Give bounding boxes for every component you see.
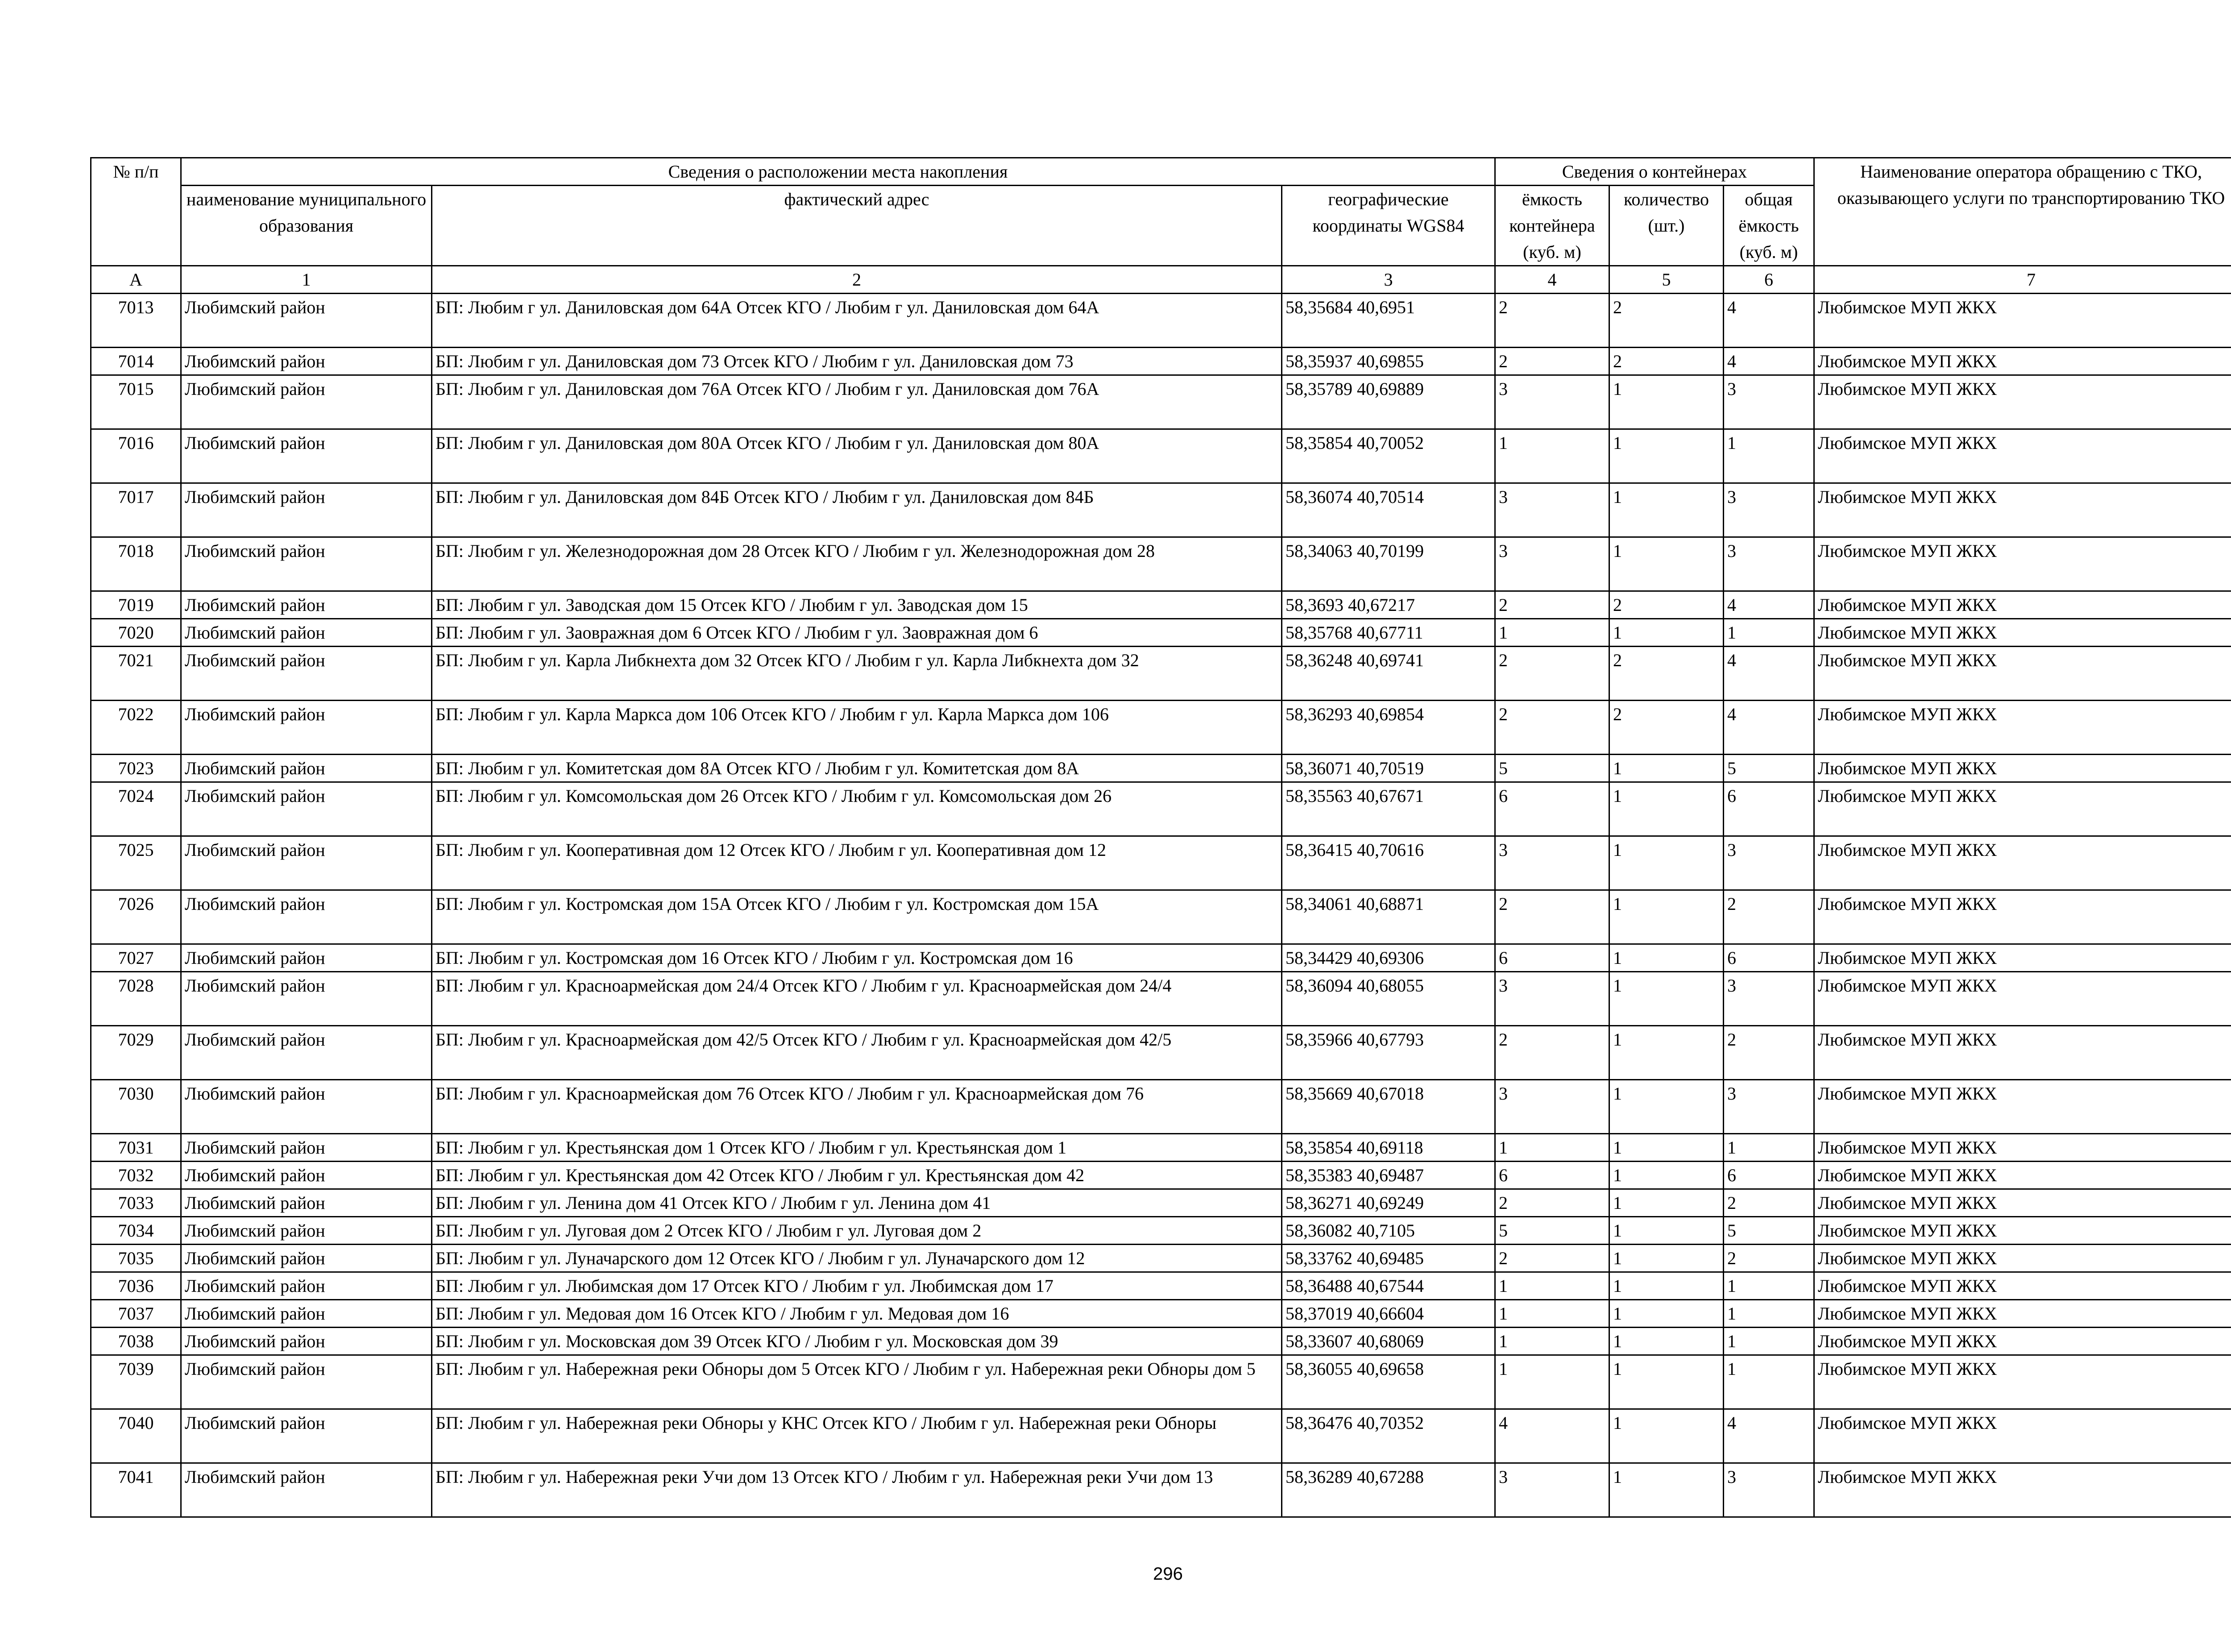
capacity-cell: 2 xyxy=(1495,890,1609,944)
count-cell: 1 xyxy=(1609,1463,1724,1517)
registry-sheet xyxy=(90,157,2231,1518)
count-cell: 1 xyxy=(1609,1162,1724,1189)
count-cell: 2 xyxy=(1609,647,1724,701)
row-number: 7020 xyxy=(91,619,181,647)
header-address: фактический адрес xyxy=(432,186,1282,266)
count-cell: 1 xyxy=(1609,483,1724,537)
municipality-cell: Любимский район xyxy=(181,1080,432,1134)
capacity-cell: 2 xyxy=(1495,348,1609,375)
row-number: 7038 xyxy=(91,1328,181,1355)
capacity-cell: 6 xyxy=(1495,944,1609,972)
coords-cell: 58,33762 40,69485 xyxy=(1282,1245,1495,1272)
coords-cell: 58,36476 40,70352 xyxy=(1282,1409,1495,1463)
header-municipality: наименование муниципального образования xyxy=(181,186,432,266)
address-cell: БП: Любим г ул. Ленина дом 41 Отсек КГО / Любим г ул. Ленина дом 41 xyxy=(432,1189,1282,1217)
municipality-cell: Любимский район xyxy=(181,294,432,348)
capacity-cell: 1 xyxy=(1495,1300,1609,1328)
capacity-cell: 2 xyxy=(1495,1189,1609,1217)
count-cell: 1 xyxy=(1609,619,1724,647)
row-number: 7034 xyxy=(91,1217,181,1245)
address-cell: БП: Любим г ул. Крестьянская дом 1 Отсек КГО / Любим г ул. Крестьянская дом 1 xyxy=(432,1134,1282,1162)
count-cell: 2 xyxy=(1609,294,1724,348)
municipality-cell: Любимский район xyxy=(181,1300,432,1328)
count-cell: 1 xyxy=(1609,890,1724,944)
row-number: 7040 xyxy=(91,1409,181,1463)
address-cell: БП: Любим г ул. Набережная реки Обноры дом 5 Отсек КГО / Любим г ул. Набережная реки Обноры дом 5 xyxy=(432,1355,1282,1409)
table-row xyxy=(91,890,2231,944)
operator-cell: Любимское МУП ЖКХ xyxy=(1814,619,2231,647)
count-cell: 1 xyxy=(1609,972,1724,1026)
municipality-cell: Любимский район xyxy=(181,782,432,836)
table-row xyxy=(91,591,2231,619)
row-number: 7013 xyxy=(91,294,181,348)
total-cell: 1 xyxy=(1724,1355,1814,1409)
address-cell: БП: Любим г ул. Даниловская дом 64А Отсек КГО / Любим г ул. Даниловская дом 64А xyxy=(432,294,1282,348)
capacity-cell: 6 xyxy=(1495,1162,1609,1189)
table-row xyxy=(91,483,2231,537)
capacity-cell: 1 xyxy=(1495,1328,1609,1355)
operator-cell: Любимское МУП ЖКХ xyxy=(1814,647,2231,701)
table-row xyxy=(91,537,2231,591)
table-row xyxy=(91,1134,2231,1162)
capacity-cell: 2 xyxy=(1495,647,1609,701)
count-cell: 1 xyxy=(1609,1217,1724,1245)
table-row xyxy=(91,1080,2231,1134)
operator-cell: Любимское МУП ЖКХ xyxy=(1814,755,2231,782)
municipality-cell: Любимский район xyxy=(181,429,432,483)
address-cell: БП: Любим г ул. Карла Маркса дом 106 Отсек КГО / Любим г ул. Карла Маркса дом 106 xyxy=(432,701,1282,755)
table-row xyxy=(91,1328,2231,1355)
row-number: 7035 xyxy=(91,1245,181,1272)
address-cell: БП: Любим г ул. Даниловская дом 73 Отсек КГО / Любим г ул. Даниловская дом 73 xyxy=(432,348,1282,375)
row-number: 7025 xyxy=(91,836,181,890)
count-cell: 1 xyxy=(1609,755,1724,782)
address-cell: БП: Любим г ул. Даниловская дом 80А Отсек КГО / Любим г ул. Даниловская дом 80А xyxy=(432,429,1282,483)
table-row xyxy=(91,944,2231,972)
table-row xyxy=(91,429,2231,483)
operator-cell: Любимское МУП ЖКХ xyxy=(1814,537,2231,591)
table-row xyxy=(91,1217,2231,1245)
table-row xyxy=(91,1026,2231,1080)
operator-cell: Любимское МУП ЖКХ xyxy=(1814,1189,2231,1217)
operator-cell: Любимское МУП ЖКХ xyxy=(1814,294,2231,348)
total-cell: 1 xyxy=(1724,619,1814,647)
table-row xyxy=(91,1272,2231,1300)
address-cell: БП: Любим г ул. Набережная реки Учи дом 13 Отсек КГО / Любим г ул. Набережная реки Учи дом 13 xyxy=(432,1463,1282,1517)
address-cell: БП: Любим г ул. Заводская дом 15 Отсек КГО / Любим г ул. Заводская дом 15 xyxy=(432,591,1282,619)
capacity-cell: 4 xyxy=(1495,1409,1609,1463)
capacity-cell: 1 xyxy=(1495,1355,1609,1409)
count-cell: 1 xyxy=(1609,1189,1724,1217)
column-index: А xyxy=(91,266,181,294)
table-row xyxy=(91,1463,2231,1517)
operator-cell: Любимское МУП ЖКХ xyxy=(1814,701,2231,755)
row-number: 7017 xyxy=(91,483,181,537)
total-cell: 6 xyxy=(1724,944,1814,972)
operator-cell: Любимское МУП ЖКХ xyxy=(1814,429,2231,483)
count-cell: 2 xyxy=(1609,348,1724,375)
coords-cell: 58,34063 40,70199 xyxy=(1282,537,1495,591)
capacity-cell: 3 xyxy=(1495,836,1609,890)
row-number: 7032 xyxy=(91,1162,181,1189)
address-cell: БП: Любим г ул. Железнодорожная дом 28 Отсек КГО / Любим г ул. Железнодорожная дом 28 xyxy=(432,537,1282,591)
municipality-cell: Любимский район xyxy=(181,619,432,647)
capacity-cell: 1 xyxy=(1495,1134,1609,1162)
address-cell: БП: Любим г ул. Любимская дом 17 Отсек КГО / Любим г ул. Любимская дом 17 xyxy=(432,1272,1282,1300)
capacity-cell: 3 xyxy=(1495,483,1609,537)
operator-cell: Любимское МУП ЖКХ xyxy=(1814,1026,2231,1080)
municipality-cell: Любимский район xyxy=(181,1245,432,1272)
total-cell: 2 xyxy=(1724,890,1814,944)
coords-cell: 58,36248 40,69741 xyxy=(1282,647,1495,701)
count-cell: 2 xyxy=(1609,701,1724,755)
capacity-cell: 2 xyxy=(1495,1245,1609,1272)
coords-cell: 58,36415 40,70616 xyxy=(1282,836,1495,890)
table-row xyxy=(91,1245,2231,1272)
table-row xyxy=(91,1189,2231,1217)
capacity-cell: 3 xyxy=(1495,972,1609,1026)
capacity-cell: 1 xyxy=(1495,619,1609,647)
capacity-cell: 2 xyxy=(1495,294,1609,348)
coords-cell: 58,37019 40,66604 xyxy=(1282,1300,1495,1328)
total-cell: 4 xyxy=(1724,701,1814,755)
address-cell: БП: Любим г ул. Кооперативная дом 12 Отсек КГО / Любим г ул. Кооперативная дом 12 xyxy=(432,836,1282,890)
column-index: 6 xyxy=(1724,266,1814,294)
table-row xyxy=(91,972,2231,1026)
coords-cell: 58,35854 40,70052 xyxy=(1282,429,1495,483)
count-cell: 1 xyxy=(1609,944,1724,972)
address-cell: БП: Любим г ул. Заовражная дом 6 Отсек КГО / Любим г ул. Заовражная дом 6 xyxy=(432,619,1282,647)
row-number: 7014 xyxy=(91,348,181,375)
total-cell: 2 xyxy=(1724,1245,1814,1272)
capacity-cell: 3 xyxy=(1495,1080,1609,1134)
coords-cell: 58,35789 40,69889 xyxy=(1282,375,1495,429)
operator-cell: Любимское МУП ЖКХ xyxy=(1814,1080,2231,1134)
operator-cell: Любимское МУП ЖКХ xyxy=(1814,348,2231,375)
capacity-cell: 6 xyxy=(1495,782,1609,836)
municipality-cell: Любимский район xyxy=(181,701,432,755)
coords-cell: 58,36055 40,69658 xyxy=(1282,1355,1495,1409)
municipality-cell: Любимский район xyxy=(181,375,432,429)
table-row xyxy=(91,755,2231,782)
row-number: 7039 xyxy=(91,1355,181,1409)
table-row xyxy=(91,1355,2231,1409)
column-index-row xyxy=(91,266,2231,294)
operator-cell: Любимское МУП ЖКХ xyxy=(1814,1134,2231,1162)
coords-cell: 58,35966 40,67793 xyxy=(1282,1026,1495,1080)
column-index: 2 xyxy=(432,266,1282,294)
total-cell: 3 xyxy=(1724,972,1814,1026)
row-number: 7016 xyxy=(91,429,181,483)
page-number: 296 xyxy=(1153,1564,1183,1584)
table-row xyxy=(91,647,2231,701)
address-cell: БП: Любим г ул. Карла Либкнехта дом 32 Отсек КГО / Любим г ул. Карла Либкнехта дом 32 xyxy=(432,647,1282,701)
municipality-cell: Любимский район xyxy=(181,1162,432,1189)
capacity-cell: 1 xyxy=(1495,1272,1609,1300)
table-row xyxy=(91,701,2231,755)
total-cell: 3 xyxy=(1724,537,1814,591)
municipality-cell: Любимский район xyxy=(181,944,432,972)
municipality-cell: Любимский район xyxy=(181,1189,432,1217)
header-operator: Наименование оператора обращению с ТКО, оказывающего услуги по транспортированию ТКО xyxy=(1814,158,2231,266)
capacity-cell: 3 xyxy=(1495,1463,1609,1517)
total-cell: 4 xyxy=(1724,1409,1814,1463)
capacity-cell: 5 xyxy=(1495,755,1609,782)
address-cell: БП: Любим г ул. Даниловская дом 76А Отсек КГО / Любим г ул. Даниловская дом 76А xyxy=(432,375,1282,429)
address-cell: БП: Любим г ул. Медовая дом 16 Отсек КГО / Любим г ул. Медовая дом 16 xyxy=(432,1300,1282,1328)
total-cell: 3 xyxy=(1724,836,1814,890)
capacity-cell: 5 xyxy=(1495,1217,1609,1245)
capacity-cell: 2 xyxy=(1495,1026,1609,1080)
address-cell: БП: Любим г ул. Красноармейская дом 42/5 Отсек КГО / Любим г ул. Красноармейская дом 42/5 xyxy=(432,1026,1282,1080)
coords-cell: 58,35383 40,69487 xyxy=(1282,1162,1495,1189)
operator-cell: Любимское МУП ЖКХ xyxy=(1814,483,2231,537)
operator-cell: Любимское МУП ЖКХ xyxy=(1814,890,2231,944)
municipality-cell: Любимский район xyxy=(181,1463,432,1517)
municipality-cell: Любимский район xyxy=(181,836,432,890)
total-cell: 1 xyxy=(1724,1134,1814,1162)
count-cell: 1 xyxy=(1609,1409,1724,1463)
table-row xyxy=(91,1162,2231,1189)
operator-cell: Любимское МУП ЖКХ xyxy=(1814,1300,2231,1328)
capacity-cell: 3 xyxy=(1495,537,1609,591)
row-number: 7037 xyxy=(91,1300,181,1328)
total-cell: 6 xyxy=(1724,1162,1814,1189)
count-cell: 1 xyxy=(1609,1300,1724,1328)
municipality-cell: Любимский район xyxy=(181,1026,432,1080)
row-number: 7030 xyxy=(91,1080,181,1134)
header-row-top xyxy=(91,158,2231,186)
row-number: 7018 xyxy=(91,537,181,591)
count-cell: 1 xyxy=(1609,1245,1724,1272)
table-row xyxy=(91,348,2231,375)
municipality-cell: Любимский район xyxy=(181,755,432,782)
operator-cell: Любимское МУП ЖКХ xyxy=(1814,591,2231,619)
coords-cell: 58,35937 40,69855 xyxy=(1282,348,1495,375)
total-cell: 1 xyxy=(1724,1328,1814,1355)
count-cell: 1 xyxy=(1609,1328,1724,1355)
address-cell: БП: Любим г ул. Луговая дом 2 Отсек КГО / Любим г ул. Луговая дом 2 xyxy=(432,1217,1282,1245)
coords-cell: 58,3693 40,67217 xyxy=(1282,591,1495,619)
address-cell: БП: Любим г ул. Набережная реки Обноры у КНС Отсек КГО / Любим г ул. Набережная реки Обноры xyxy=(432,1409,1282,1463)
total-cell: 3 xyxy=(1724,1080,1814,1134)
operator-cell: Любимское МУП ЖКХ xyxy=(1814,782,2231,836)
total-cell: 4 xyxy=(1724,647,1814,701)
total-cell: 4 xyxy=(1724,294,1814,348)
operator-cell: Любимское МУП ЖКХ xyxy=(1814,944,2231,972)
total-cell: 5 xyxy=(1724,755,1814,782)
column-index: 5 xyxy=(1609,266,1724,294)
address-cell: БП: Любим г ул. Костромская дом 15А Отсек КГО / Любим г ул. Костромская дом 15А xyxy=(432,890,1282,944)
count-cell: 1 xyxy=(1609,1355,1724,1409)
municipality-cell: Любимский район xyxy=(181,537,432,591)
coords-cell: 58,35768 40,67711 xyxy=(1282,619,1495,647)
coords-cell: 58,33607 40,68069 xyxy=(1282,1328,1495,1355)
row-number: 7027 xyxy=(91,944,181,972)
total-cell: 6 xyxy=(1724,782,1814,836)
count-cell: 1 xyxy=(1609,1026,1724,1080)
coords-cell: 58,34429 40,69306 xyxy=(1282,944,1495,972)
municipality-cell: Любимский район xyxy=(181,591,432,619)
count-cell: 1 xyxy=(1609,782,1724,836)
capacity-cell: 2 xyxy=(1495,591,1609,619)
registry-table xyxy=(90,157,2231,1518)
capacity-cell: 3 xyxy=(1495,375,1609,429)
column-index: 4 xyxy=(1495,266,1609,294)
coords-cell: 58,36082 40,7105 xyxy=(1282,1217,1495,1245)
header-total: общая ёмкость (куб. м) xyxy=(1724,186,1814,266)
count-cell: 1 xyxy=(1609,836,1724,890)
capacity-cell: 1 xyxy=(1495,429,1609,483)
total-cell: 1 xyxy=(1724,1272,1814,1300)
municipality-cell: Любимский район xyxy=(181,348,432,375)
count-cell: 1 xyxy=(1609,537,1724,591)
coords-cell: 58,36074 40,70514 xyxy=(1282,483,1495,537)
total-cell: 4 xyxy=(1724,591,1814,619)
coords-cell: 58,36488 40,67544 xyxy=(1282,1272,1495,1300)
table-row xyxy=(91,782,2231,836)
row-number: 7019 xyxy=(91,591,181,619)
coords-cell: 58,36293 40,69854 xyxy=(1282,701,1495,755)
coords-cell: 58,35854 40,69118 xyxy=(1282,1134,1495,1162)
total-cell: 3 xyxy=(1724,1463,1814,1517)
operator-cell: Любимское МУП ЖКХ xyxy=(1814,1328,2231,1355)
municipality-cell: Любимский район xyxy=(181,1134,432,1162)
operator-cell: Любимское МУП ЖКХ xyxy=(1814,972,2231,1026)
count-cell: 1 xyxy=(1609,429,1724,483)
header-coords: географические координаты WGS84 xyxy=(1282,186,1495,266)
address-cell: БП: Любим г ул. Комитетская дом 8А Отсек КГО / Любим г ул. Комитетская дом 8А xyxy=(432,755,1282,782)
row-number: 7033 xyxy=(91,1189,181,1217)
address-cell: БП: Любим г ул. Луначарского дом 12 Отсек КГО / Любим г ул. Луначарского дом 12 xyxy=(432,1245,1282,1272)
address-cell: БП: Любим г ул. Комсомольская дом 26 Отсек КГО / Любим г ул. Комсомольская дом 26 xyxy=(432,782,1282,836)
operator-cell: Любимское МУП ЖКХ xyxy=(1814,1217,2231,1245)
header-count: количество (шт.) xyxy=(1609,186,1724,266)
coords-cell: 58,36071 40,70519 xyxy=(1282,755,1495,782)
table-row xyxy=(91,619,2231,647)
operator-cell: Любимское МУП ЖКХ xyxy=(1814,1245,2231,1272)
total-cell: 2 xyxy=(1724,1026,1814,1080)
municipality-cell: Любимский район xyxy=(181,1328,432,1355)
coords-cell: 58,36094 40,68055 xyxy=(1282,972,1495,1026)
table-row xyxy=(91,294,2231,348)
row-number: 7028 xyxy=(91,972,181,1026)
header-location-group: Сведения о расположении места накопления xyxy=(181,158,1495,186)
coords-cell: 58,34061 40,68871 xyxy=(1282,890,1495,944)
total-cell: 1 xyxy=(1724,429,1814,483)
count-cell: 1 xyxy=(1609,1134,1724,1162)
municipality-cell: Любимский район xyxy=(181,1355,432,1409)
total-cell: 3 xyxy=(1724,483,1814,537)
coords-cell: 58,36289 40,67288 xyxy=(1282,1463,1495,1517)
capacity-cell: 2 xyxy=(1495,701,1609,755)
table-row xyxy=(91,836,2231,890)
municipality-cell: Любимский район xyxy=(181,972,432,1026)
municipality-cell: Любимский район xyxy=(181,1272,432,1300)
operator-cell: Любимское МУП ЖКХ xyxy=(1814,1355,2231,1409)
row-number: 7021 xyxy=(91,647,181,701)
row-number: 7022 xyxy=(91,701,181,755)
address-cell: БП: Любим г ул. Крестьянская дом 42 Отсек КГО / Любим г ул. Крестьянская дом 42 xyxy=(432,1162,1282,1189)
operator-cell: Любимское МУП ЖКХ xyxy=(1814,1272,2231,1300)
table-row xyxy=(91,1300,2231,1328)
coords-cell: 58,35684 40,6951 xyxy=(1282,294,1495,348)
municipality-cell: Любимский район xyxy=(181,890,432,944)
operator-cell: Любимское МУП ЖКХ xyxy=(1814,1162,2231,1189)
table-row xyxy=(91,375,2231,429)
municipality-cell: Любимский район xyxy=(181,483,432,537)
row-number: 7026 xyxy=(91,890,181,944)
total-cell: 2 xyxy=(1724,1189,1814,1217)
header-num: № п/п xyxy=(91,158,181,266)
operator-cell: Любимское МУП ЖКХ xyxy=(1814,1409,2231,1463)
table-row xyxy=(91,1409,2231,1463)
count-cell: 2 xyxy=(1609,591,1724,619)
coords-cell: 58,36271 40,69249 xyxy=(1282,1189,1495,1217)
municipality-cell: Любимский район xyxy=(181,1217,432,1245)
operator-cell: Любимское МУП ЖКХ xyxy=(1814,1463,2231,1517)
header-containers-group: Сведения о контейнерах xyxy=(1495,158,1814,186)
operator-cell: Любимское МУП ЖКХ xyxy=(1814,836,2231,890)
header-capacity: ёмкость контейнера (куб. м) xyxy=(1495,186,1609,266)
coords-cell: 58,35669 40,67018 xyxy=(1282,1080,1495,1134)
row-number: 7024 xyxy=(91,782,181,836)
row-number: 7031 xyxy=(91,1134,181,1162)
row-number: 7036 xyxy=(91,1272,181,1300)
municipality-cell: Любимский район xyxy=(181,647,432,701)
address-cell: БП: Любим г ул. Красноармейская дом 24/4 Отсек КГО / Любим г ул. Красноармейская дом 24/4 xyxy=(432,972,1282,1026)
column-index: 3 xyxy=(1282,266,1495,294)
total-cell: 4 xyxy=(1724,348,1814,375)
total-cell: 5 xyxy=(1724,1217,1814,1245)
count-cell: 1 xyxy=(1609,1080,1724,1134)
total-cell: 3 xyxy=(1724,375,1814,429)
coords-cell: 58,35563 40,67671 xyxy=(1282,782,1495,836)
count-cell: 1 xyxy=(1609,375,1724,429)
row-number: 7029 xyxy=(91,1026,181,1080)
address-cell: БП: Любим г ул. Костромская дом 16 Отсек КГО / Любим г ул. Костромская дом 16 xyxy=(432,944,1282,972)
address-cell: БП: Любим г ул. Даниловская дом 84Б Отсек КГО / Любим г ул. Даниловская дом 84Б xyxy=(432,483,1282,537)
column-index: 1 xyxy=(181,266,432,294)
count-cell: 1 xyxy=(1609,1272,1724,1300)
address-cell: БП: Любим г ул. Московская дом 39 Отсек КГО / Любим г ул. Московская дом 39 xyxy=(432,1328,1282,1355)
municipality-cell: Любимский район xyxy=(181,1409,432,1463)
row-number: 7041 xyxy=(91,1463,181,1517)
address-cell: БП: Любим г ул. Красноармейская дом 76 Отсек КГО / Любим г ул. Красноармейская дом 76 xyxy=(432,1080,1282,1134)
row-number: 7023 xyxy=(91,755,181,782)
total-cell: 1 xyxy=(1724,1300,1814,1328)
operator-cell: Любимское МУП ЖКХ xyxy=(1814,375,2231,429)
row-number: 7015 xyxy=(91,375,181,429)
column-index: 7 xyxy=(1814,266,2231,294)
